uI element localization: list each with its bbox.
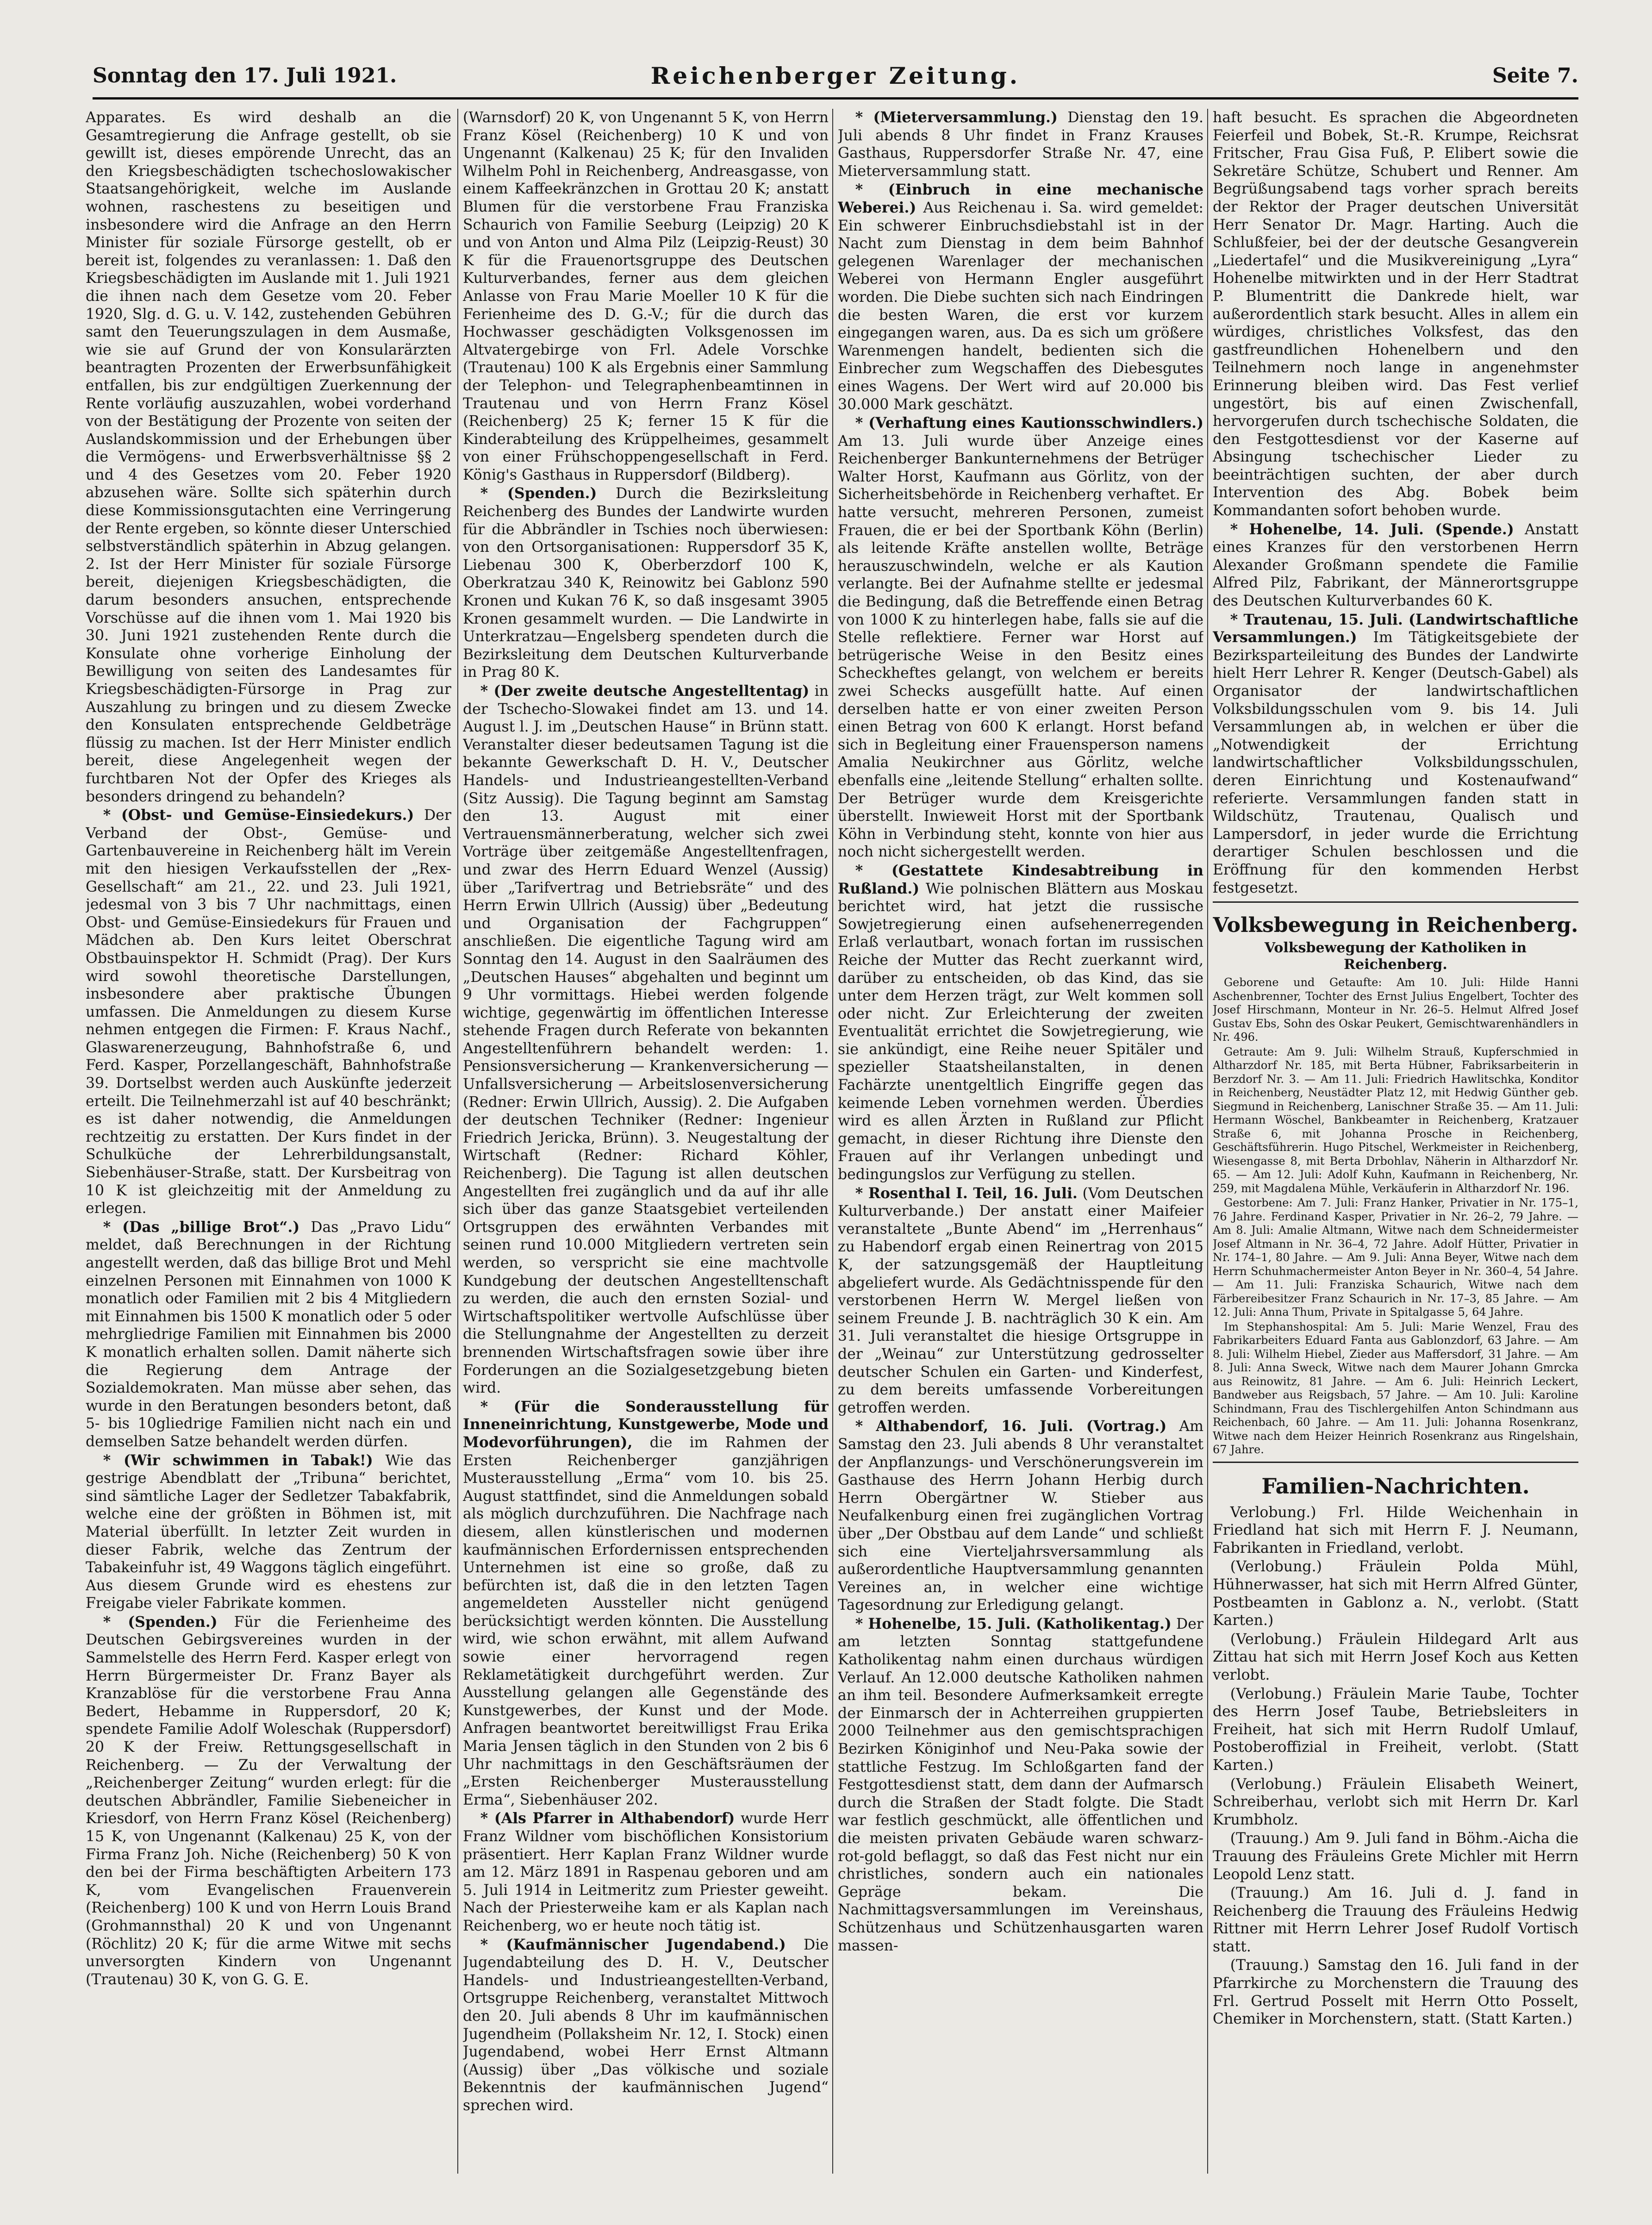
article-heading: * (Kaufmännischer Jugendabend.) <box>480 1936 786 1953</box>
article-heading: * Hohenelbe, 15. Juli. (Katholikentag.) <box>855 1615 1172 1632</box>
family-notice: (Verlobung.) Fräulein Hildegard Arlt aus Zittau hat sich mit Herrn Josef Koch aus Ketten verlobt. <box>1213 1631 1578 1683</box>
section-rule <box>1213 1462 1578 1463</box>
section-title-family: Familien-Nachrichten. <box>1261 1473 1530 1499</box>
article <box>838 109 1203 180</box>
article-text: die im Rahmen der Ersten Reichenberger ganzjährigen Musterausstellung „Erma“ vom 10. bis 25. August stattfindet, sind die Anmeldungen sobald als möglich durchzuführen. Die Nachfrage nach diesem, allen künstlerischen und modernen kaufmännischen Erfordernissen entsprechenden Unternehmen ist eine so große, daß zu befürchten ist, daß die in den letzten Tagen angemeldeten Aussteller nicht genügend berücksichtigt werden könnten. Die Ausstellung wird, wie schon erwähnt, mit allem Aufwand sowie einer hervorragend regen Reklametätigkeit durchgeführt werden. Zur Ausstellung gelangen alle Gegenstände des Kunstgewerbes, der Kunst und der Mode. Anfragen beantwortet bereitwilligst Frau Erika Maria Jensen täglich in den Stunden von 2 bis 6 Uhr nachmittags in den Geschäftsräumen der „Ersten Reichenberger Musterausstellung Erma“, Siebenhäuser 202. <box>463 1434 829 1808</box>
newspaper-title: Reichenberger Zeitung. <box>650 62 1021 89</box>
column-1 <box>86 109 451 2178</box>
article-heading: * (Wir schwimmen in Tabak!) <box>103 1451 373 1469</box>
article-heading: * (Spenden.) <box>480 485 597 502</box>
article-text: wurde Herr Franz Wildner vom bischöflichen Konsistorium präsentiert. Herr Kaplan Franz Wildner wurde am 12. März 1891 in Raspenau geboren und am 5. Juli 1914 in Leitmeritz zum Priester geweiht. Nach der Priesterweihe kam er als Kaplan nach Reichenberg, wo er heute noch tätig ist. <box>463 1810 829 1934</box>
article-heading: * Althabendorf, 16. Juli. (Vortrag.) <box>855 1418 1167 1435</box>
article-heading: * (Der zweite deutsche Angestelltentag) <box>480 682 810 700</box>
family-notice: (Verlobung.) Fräulein Polda Mühl, Hühnerwasser, hat sich mit Herrn Alfred Günter, Postbeamten in Gablonz a. N., verlobt. (Statt Karten.) <box>1213 1558 1578 1629</box>
family-notice: (Trauung.) Am 16. Juli d. J. fand in Reichenberg die Trauung des Fräuleins Hedwig Rittner mit Herrn Lehrer Josef Rudolf Vortisch statt. <box>1213 1885 1578 1955</box>
section-title-volksbewegung: Volksbewegung in Reichenberg. <box>1213 913 1578 938</box>
family-notice: Verlobung.) Frl. Hilde Weichenhain in Friedland hat sich mit Herrn F. J. Neumann, Fabrikanten in Friedland, verlobt. <box>1213 1504 1578 1556</box>
page-header <box>93 60 1578 93</box>
article-text: Apparates. Es wird deshalb an die Gesamtregierung die Anfrage gestellt, ob sie gewillt ist, dieses empörende Unrecht, das an den Kriegsbeschädigten tschechoslowakischer Staatsangehörigkeit, welche im Auslande wohnen, raschestens zu beseitigen und insbesondere wird die Anfrage an den Herrn Minister für soziale Fürsorge gestellt, ob er bereit ist, folgendes zu veranlassen: 1. Daß den Kriegsbeschädigten im Auslande mit 1. Juli 1921 die ihnen nach dem Gesetze vom 20. Feber 1920, Slg. d. G. u. V. 142, zustehenden Gebühren samt den Teuerungszulagen in dem Ausmaße, wie sie auf Grund der von Konsularärzten beantragten Prozenten der Erwerbsunfähigkeit entfallen, bis zur endgültigen Zuerkennung der Rente vorläufig auszuzahlen, wobei vorderhand von der Bestätigung der Prozente von seiten der Auslandskommission und der Erhebungen über die Vermögens- und Erwerbsverhältnisse §§ 2 und 4 des Gesetzes vom 20. Feber 1920 abzusehen wäre. Sollte sich späterhin durch diese Kommissionsgutachten eine Verringerung der Rente ergeben, so könnte dieser Unterschied selbstverständlich späterhin in Abzug gelangen. 2. Ist der Herr Minister für soziale Fürsorge bereit, diejenigen Kriegsbeschädigten, die darum besonders ansuchen, entsprechende Vorschüsse auf die ihnen vom 1. Mai 1920 bis 30. Juni 1921 zustehenden Rente durch die Konsulate ohne vorherige Einholung der Bewilligung von seiten des Landesamtes für Kriegsbeschädigten-Fürsorge in Prag zur Auszahlung zu bringen und zu diesem Zwecke den Konsulaten entsprechende Geldbeträge flüssig zu machen. Ist der Herr Minister endlich bereit, diese Angelegenheit wegen der furchtbaren Not der Opfer des Krieges als besonders dringend zu behandeln? <box>86 109 451 805</box>
article-text: Wie das gestrige Abendblatt der „Tribuna“ berichtet, sind sämtliche Lager der Sedletzer Tabakfabrik, welche eine der größten in Böhmen ist, mit Material überfüllt. In letzter Zeit wurden in dieser Fabrik, welche das Zentrum der Tabakeinfuhr ist, 49 Waggons täglich eingeführt. Aus diesem Grunde wird es ehestens zur Freigabe vieler Fabrikate kommen. <box>86 1452 451 1612</box>
article-text: Der am letzten Sonntag stattgefundene Katholikentag nahm einen durchaus würdigen Verlauf. An 12.000 deutsche Katholiken nahmen an ihm teil. Besondere Aufmerksamkeit erregte der Einmarsch der in Achterreihen gruppierten 2000 Teilnehmer aus den gemischtsprachigen Bezirken Königinhof und Neu-Paka sowie der stattliche Festzug. Im Schloßgarten fand der Festgottesdienst statt, dem dann der Aufmarsch durch die Straßen der Stadt folgte. Die Stadt war festlich geschmückt, alle öffentlichen und die meisten privaten Gebäude waren schwarz-rot-gold beflaggt, so daß das Fest nicht nur ein christliches, sondern auch ein nationales Gepräge bekam. Die Nachmittagsversammlungen im Vereinshaus, Schützenhaus und Schützenhausgarten waren massen- <box>838 1615 1203 1954</box>
article <box>838 1418 1203 1614</box>
column-divider <box>457 109 458 2174</box>
article-heading: * Rosenthal I. Teil, 16. Juli. <box>855 1184 1078 1202</box>
article-text: Am Samstag den 23. Juli abends 8 Uhr veranstaltet der Anpflanzungs- und Verschönerungsverein im Gasthause des Herrn Johann Herbig durch Herrn Obergärtner W. Stieber aus Neufalkenburg einen frei zugänglichen Vortrag über „Der Obstbau auf dem Lande“ und schließt sich eine Vierteljahrsversammlung als außerordentliche Hauptversammlung genannten Vereines an, in welcher eine wichtige Tagesordnung zur Erledigung gelangt. <box>838 1418 1203 1614</box>
article-text: Durch die Bezirksleitung Reichenberg des Bundes der Landwirte wurden für die Abbrändler in Tschies noch überwiesen: von den Ortsorganisationen: Ruppersdorf 35 K, Liebenau 300 K, Oberberzdorf 100 K, Oberkratzau 340 K, Reinowitz bei Gablonz 590 Kronen und Kukan 76 K, so daß insgesamt 3905 Kronen gesammelt wurden. — Die Landwirte in Unterkratzau—Engelsberg spendeten durch die Bezirksleitung dem Deutschen Kulturverbande in Prag 80 K. <box>463 485 829 681</box>
article-heading: * (Verhaftung eines Kautionsschwindlers.) <box>855 414 1203 432</box>
article <box>86 1613 451 1988</box>
article <box>838 414 1203 861</box>
article-text: Am 13. Juli wurde über Anzeige eines Reichenberger Bankunternehmens der Betrüger Walter Horst, Kaufmann aus Görlitz, von der Sicherheitsbehörde in Reichenberg verhaftet. Er hatte versucht, mehreren Personen, zumeist Frauen, die er bei der Sportbank Köhn (Berlin) als leitende Kräfte anstellen wollte, Beträge herauszuschwindeln, welche er als Kaution verlangte. Bei der Aufnahme stellte er jedesmal die Bedingung, daß die Betreffende einen Betrag von 1000 K zu hinterlegen habe, falls sie auf die Stelle reflektiere. Ferner war Horst auf betrügerische Weise in den Besitz eines Scheckheftes gelangt, von welchem er bereits zwei Schecks ausgefüllt hatte. Auf einen derselben hatte er von einer zweiten Person einen Betrag von 600 K erlangt. Horst befand sich in Begleitung einer Frauensperson namens Amalia Neukirchner aus Görlitz, welche ebenfalls eine „leitende Stellung“ erhalten sollte. Der Betrüger wurde dem Kreisgerichte überstellt. Inwieweit Horst mit der Sportbank Köhn in Verbindung steht, konnte von hier aus noch nicht sichergestellt werden. <box>838 432 1203 861</box>
column-divider <box>832 109 833 2174</box>
article <box>838 1615 1203 1955</box>
article <box>86 806 451 1218</box>
article-heading: * (Gestattete Kindesabtreibung in Rußland.) <box>838 862 1203 897</box>
column-divider <box>1207 109 1208 2174</box>
article <box>463 1936 829 2115</box>
header-rule <box>93 97 1578 100</box>
article-heading: * (Obst- und Gemüse-Einsiedekurs.) <box>103 806 414 824</box>
article-text: Das „Pravo Lidu“ meldet, daß Berechnungen in der Richtung angestellt werden, daß das billige Brot und Mehl einzelnen Personen mit Einnahmen von 1000 K monatlich oder Familien mit 2 bis 4 Mitgliedern mit Einnahmen bis 1500 K monatlich oder 5 oder mehrgliedrige Familien mit Einnahmen bis 2000 K monatlich erhalten sollen. Damit näherte sich die Regierung dem Antrage der Sozialdemokraten. Man müsse aber sehen, das wurde in den Beratungen besonders betont, daß 5- bis 10gliedrige Familien nicht nach ein und demselben Satze behandelt werden dürfen. <box>86 1219 451 1450</box>
article <box>1213 521 1578 610</box>
article <box>838 181 1203 413</box>
article-text: (Vom Deutschen Kulturverbande.) Der anstatt einer Maifeier veranstaltete „Bunte Abend“ im „Herrenhaus“ zu Habendorf ergab einen Reinertrag von 2015 K, der satzungsgemäß der Hauptleitung abgeliefert wurde. Als Gedächtnisspende für den verstorbenen Herrn W. Mergel ließen von seinem Freunde J. B. nachträglich 30 K ein. Am 31. Juli veranstaltet die hiesige Ortsgruppe in der „Weinau“ zur Unterstützung gedrosselter deutscher Schulen ein Garten- und Kinderfest, zu dem bereits umfassende Vorbereitungen getroffen werden. <box>838 1185 1203 1416</box>
column-3 <box>838 109 1203 2178</box>
article-text: Die Jugendabteilung des D. H. V., Deutscher Handels- und Industrieangestellten-Verband, Ortsgruppe Reichenberg, veranstaltet Mittwoch den 20. Juli abends 8 Uhr im kaufmännischen Jugendheim (Pollaksheim Nr. 12, I. Stock) einen Jugendabend, wobei Herr Ernst Altmann (Aussig) über „Das völkische und soziale Bekenntnis der kaufmännischen Jugend“ sprechen wird. <box>463 1936 829 2114</box>
section-subtitle: Volksbewegung der Katholiken in Reichenberg. <box>1264 940 1527 973</box>
article <box>838 1185 1203 1417</box>
article-heading: * Trautenau, 15. Juli. (Landwirtschaftliche Versammlungen.) <box>1213 611 1578 646</box>
article <box>1213 611 1578 897</box>
article-text: in der Tschecho-Slowakei findet am 13. und 14. August l. J. im „Deutschen Hause“ in Brünn statt. Veranstalter dieser bedeutsamen Tagung ist die bekannte Gewerkschaft D. H. V., Deutscher Handels- und Industrieangestellten-Verband (Sitz Aussig). Die Tagung beginnt am Samstag den 13. August mit einer Vertrauensmännerberatung, welcher sich zwei Vorträge über zeitgemäße Angestelltenfragen, und zwar des Herrn Eduard Wenzel (Aussig) über „Tarifvertrag und Betriebsräte“ und des Herrn Erwin Ullrich (Aussig) über „Bedeutung und Organisation der Fachgruppen“ anschließen. Die eigentliche Tagung wird am Sonntag den 14. August in den Saalräumen des „Deutschen Hauses“ abgehalten und beginnt um 9 Uhr vormittags. Hiebei werden folgende wichtige, gegenwärtig im öffentlichen Interesse stehende Fragen durch Referate von bekannten Angestelltenführern behandelt werden: 1. Pensionsversicherung — Krankenversicherung — Unfallsversicherung — Arbeitslosenversicherung (Redner: Erwin Ullrich, Aussig). 2. Die Aufgaben der deutschen Techniker (Redner: Ingenieur Friedrich Jericka, Brünn). 3. Neugestaltung der Wirtschaft (Redner: Richard Köhler, Reichenberg). Die Tagung ist allen deutschen Angestellten frei zugänglich und da auf ihr alle sich über das ganze Staatsgebiet verteilenden Ortsgruppen des erwähnten Verbandes mit seinen rund 10.000 Mitgliedern vertreten sein werden, so verspricht sie eine machtvolle Kundgebung der deutschen Angestelltenschaft zu werden, die auch den ernsten Sozial- und Wirtschaftspolitiker wertvolle Aufschlüsse über die Stellungnahme der Angestellten zu derzeit brennenden Wirtschaftsfragen sowie über ihre Forderungen an die Sozialgesetzgebung bieten wird. <box>463 683 829 1397</box>
article-heading: * (Das „billige Brot“.) <box>103 1218 300 1236</box>
article-text: haft besucht. Es sprachen die Abgeordneten Feierfeil und Bobek, St.-R. Krumpe, Reichsrat Fritscher, Frau Gisa Fuß, P. Elibert sowie die Sekretäre Schütze, Schubert und Renner. Am Begrüßungsabend tags vorher sprach bereits der Rektor der Prager deutschen Universität Herr Senator Dr. Magr. Harting. Auch die Schlußfeier, bei der der deutsche Gesangverein „Liedertafel“ und die Musikvereinigung „Lyra“ Hohenelbe mitwirkten und in der Herr Stadtrat P. Blumentritt die Dankrede hielt, war außerordentlich stark besucht. Alles in allem ein würdiges, christliches Volksfest, das den gastfreundlichen Hohenelbern und den Teilnehmern noch lange in angenehmster Erinnerung bleiben wird. Das Fest verlief ungestört, bis auf einen Zwischenfall, hervorgerufen durch tschechische Soldaten, die den Festgottesdienst vor der Kaserne auf Absingung tschechischer Lieder zu beeinträchtigen suchten, der aber durch Intervention des Abg. Bobek beim Kommandanten sofort behoben wurde. <box>1213 109 1578 519</box>
article-heading: * (Als Pfarrer in Althabendorf) <box>480 1810 735 1827</box>
family-notice: (Trauung.) Samstag den 16. Juli fand in der Pfarrkirche zu Morchenstern die Trauung des Frl. Gertrud Posselt mit Herrn Otto Posselt, Chemiker in Morchenstern, statt. (Statt Karten.) <box>1213 1957 1578 2028</box>
article-heading: * Hohenelbe, 14. Juli. (Spende.) <box>1230 520 1514 538</box>
family-notice: (Trauung.) Am 9. Juli fand in Böhm.-Aicha die Trauung des Fräuleins Grete Michler mit Herrn Leopold Lenz statt. <box>1213 1830 1578 1883</box>
article-text: Der Verband der Obst-, Gemüse- und Gartenbauvereine in Reichenberg hält im Verein mit den hiesigen Verkaufsstellen der „Rex-Gesellschaft“ am 21., 22. und 23. Juli 1921, jedesmal von 3 bis 7 Uhr nachmittags, einen Obst- und Gemüse-Einsiedekurs für Frauen und Mädchen ab. Den Kurs leitet Oberschrat Obstbauinspektor H. Schmidt (Prag). Der Kurs wird sowohl theoretische Darstellungen, insbesondere aber praktische Übungen umfassen. Die Anmeldungen zu diesem Kurse nehmen entgegen die Firmen: F. Kraus Nachf., Glaswarenerzeugung, Bahnhofstraße 6, und Ferd. Kasper, Porzellangeschäft, Bahnhofstraße 39. Dortselbst werden auch Auskünfte jederzeit erteilt. Die Teilnehmerzahl ist auf 40 beschränkt; es ist daher notwendig, die Anmeldungen rechtzeitig zu erstatten. Der Kurs findet in der Schulküche der Lehrerbildungsanstalt, Siebenhäuser-Straße, statt. Der Kursbeitrag von 10 K ist gleichzeitig mit der Anmeldung zu erlegen. <box>86 807 451 1217</box>
article-text: Im Tätigkeitsgebiete der Bezirksparteileitung des Bundes der Landwirte hielt Herr Lehrer R. Kenger (Deutsch-Gabel) als Organisator der landwirtschaftlichen Volksbildungsschulen vom 9. bis 14. Juli Versammlungen ab, in welchen er über die „Notwendigkeit der Errichtung landwirtschaftlicher Volksbildungsschulen, deren Einrichtung und Kostenaufwand“ referierte. Versammlungen fanden statt in Wildschütz, Trautenau, Qualisch und Lampersdorf, in jeder wurde die Errichtung derartiger Schulen beschlossen und die Eröffnung für den kommenden Herbst festgesetzt. <box>1213 629 1578 896</box>
article-text: Dienstag den 19. Juli abends 8 Uhr findet in Franz Krauses Gasthaus, Ruppersdorfer Straße Nr. 47, eine Mieterversammlung statt. <box>838 109 1203 180</box>
article <box>86 1219 451 1451</box>
article-text: Aus Reichenau i. Sa. wird gemeldet: Ein schwerer Einbruchsdiebstahl ist in der Nacht zum Dienstag in dem beim Bahnhof gelegenen Warenlager der mechanischen Weberei von Hermann Engler ausgeführt worden. Die Diebe suchten sich nach Eindringen die besten Waren, die erst vor kurzem eingegangen waren, aus. Da es sich um größere Warenmengen handelt, bedienten sich die Einbrecher zum Wegschaffen des Diebesgutes eines Wagens. Der Wert wird auf 20.000 bis 30.000 Mark geschätzt. <box>838 199 1203 413</box>
column-4 <box>1213 109 1578 2178</box>
family-notice: (Verlobung.) Fräulein Marie Taube, Tochter des Herrn Josef Taube, Betriebsleiters in Freiheit, hat sich mit Herrn Rudolf Umlauf, Postoberoffizial in Freiheit, verlobt. (Statt Karten.) <box>1213 1685 1578 1774</box>
register-deaths: Gestorbene: Am 7. Juli: Franz Hanker, Privatier in Nr. 175–1, 76 Jahre. Ferdinand Kasper, Privatier in Nr. 26–2, 79 Jahre. — Am 8. Juli: Amalie Altmann, Witwe nach dem Schneidermeister Josef Altmann in Nr. 36–4, 72 Jahre. Adolf Hütter, Privatier in Nr. 174–1, 80 Jahre. — Am 9. Juli: Anna Beyer, Witwe nach dem Herrn Schuhmachermeister Anton Beyer in Nr. 360–4, 54 Jahre. — Am 11. Juli: Franziska Schaurich, Witwe nach dem Färbereibesitzer Franz Schaurich in Nr. 17–3, 85 Jahre. — Am 12. Juli: Anna Thum, Private in Spitalgasse 5, 64 Jahre. <box>1213 1196 1578 1319</box>
register-hospital: Im Stephanshospital: Am 5. Juli: Marie Wenzel, Frau des Fabrikarbeiters Eduard Fanta aus Gablonzdorf, 63 Jahre. — Am 8. Juli: Wilhelm Hiebel, Zieder aus Maffersdorf, 31 Jahre. — Am 8. Juli: Anna Sweck, Witwe nach dem Maurer Johann Gmrcka aus Reinowitz, 81 Jahre. — Am 6. Juli: Heinrich Leckert, Bandweber aus Reigsbach, 57 Jahre. — Am 10. Juli: Karoline Schindmann, Frau des Tischlergehilfen Anton Schindmann aus Reichenbach, 60 Jahre. — Am 11. Juli: Johanna Rosenkranz, Witwe nach dem Heizer Heinrich Rosenkranz aus Ringelshain, 67 Jahre. <box>1213 1320 1578 1456</box>
section-rule <box>1213 901 1578 903</box>
article-text: Für die Ferienheime des Deutschen Gebirgsvereines wurden in der Sammelstelle des Herrn Ferd. Kasper erlegt von Herrn Bürgermeister Dr. Franz Bayer als Kranzablöse für die verstorbene Frau Anna Bedert, Hebamme in Ruppersdorf, 20 K; spendete Familie Adolf Woleschak (Ruppersdorf) 20 K der Freiw. Rettungsgesellschaft in Reichenberg. — Zu der Verwaltung der „Reichenberger Zeitung“ wurden erlegt: für die deutschen Abbrändler, Familie Siebeneicher in Kriesdorf, von Herrn Franz Kösel (Reichenberg) 15 K, von Ungenannt (Kalkenau) 25 K, von der Firma Franz Joh. Niche (Reichenberg) 50 K von den bei der Firma beschäftigten Arbeitern 173 K, vom Evangelischen Frauenverein (Reichenberg) 100 K und von Herrn Louis Brand (Grohmannsthal) 20 K und von Ungenannt (Röchlitz) 20 K; für die arme Witwe mit sechs unversorgten Kindern von Ungenannt (Trautenau) 30 K, von G. G. E. <box>86 1613 451 1988</box>
article-text: Wie polnischen Blättern aus Moskau berichtet wird, hat jetzt die russische Sowjetregierung einen aufsehenerregenden Erlaß verlautbart, wonach fortan im russischen Reiche der Mutter das Recht zuerkannt wird, darüber zu entscheiden, ob das Kind, das sie unter dem Herzen trägt, zur Welt kommen soll oder nicht. Zur Erleichterung der zweiten Eventualität errichtet die Sowjetregierung, wie sie ankündigt, eine Reihe neuer Spitäler und spezieller Staatsheilanstalten, in denen Fachärzte unentgeltlich Eingriffe gegen das keimende Leben vornehmen werden. Überdies wird es allen Ärzten in Rußland zur Pflicht gemacht, in dieser Richtung ihre Dienste den Frauen auf ihr Verlangen unbedingt und bedingungslos zur Verfügung zu stellen. <box>838 880 1203 1183</box>
article-text: Anstatt eines Kranzes für den verstorbenen Herrn Alexander Großmann spendete die Familie Alfred Pilz, Fabrikant, der Männerortsgruppe des Deutschen Kulturverbandes 60 K. <box>1213 521 1578 610</box>
article-heading: * (Mieterversammlung.) <box>855 109 1058 126</box>
article-heading: * (Für die Sonderausstellung für Inneneinrichtung, Kunstgewerbe, Mode und Modevorführungen), <box>463 1398 829 1451</box>
register-marriages: Getraute: Am 9. Juli: Wilhelm Strauß, Kupferschmied in Altharzdorf Nr. 185, mit Berta Hübner, Fabriksarbeiterin in Berzdorf Nr. 3. — Am 11. Juli: Friedrich Hawlitschka, Konditor in Reichenberg, Neustädter Platz 12, mit Hedwig Günther geb. Siegmund in Reichenberg, Lanischner Straße 35. — Am 11. Juli: Hermann Wöschel, Bankbeamter in Reichenberg, Kratzauer Straße 6, mit Johanna Prosche in Reichenberg, Geschäftsführerin. Hugo Pitschel, Werkmeister in Reichenberg, Wiesengasse 8, mit Berta Drbohlav, Näherin in Altharzdorf Nr. 65. — Am 12. Juli: Adolf Kuhn, Kaufmann in Reichenberg, Nr. 259, mit Magdalena Mühle, Verkäuferin in Altharzdorf Nr. 196. <box>1213 1045 1578 1195</box>
article <box>86 1452 451 1612</box>
article <box>463 1810 829 1935</box>
article-text: (Warnsdorf) 20 K, von Ungenannt 5 K, von Herrn Franz Kösel (Reichenberg) 10 K und von Ungenannt (Kalkenau) 25 K; für den Invaliden Wilhelm Pohl in Reichenberg, Andreasgasse, von einem Kaffeekränzchen in Grottau 20 K; anstatt Blumen für die verstorbene Frau Franziska Schaurich von Familie Seeburg (Leipzig) 20 K und von Anton und Alma Pilz (Leipzig-Reust) 30 K für die Frauenortsgruppe des Deutschen Kulturverbandes, ferner aus dem gleichen Anlasse von Frau Marie Moeller 10 K für die Ferienheime des D. G.-V.; für die durch das Hochwasser geschädigten Volksgenossen im Altvatergebirge von Frl. Adele Vorschke (Trautenau) 100 K als Ergebnis einer Sammlung der Telephon- und Telegraphenbeamtinnen in Trautenau und von Herrn Franz Kösel (Reichenberg) 25 K; ferner 15 K für die Kinderabteilung des Krüppelheimes, gesammelt von einer Frühschoppengesellschaft in Ferd. König's Gasthaus in Ruppersdorf (Bildberg). <box>463 109 829 483</box>
issue-date: Sonntag den 17. Juli 1921. <box>93 64 397 88</box>
article <box>463 485 829 681</box>
family-notice: (Verlobung.) Fräulein Elisabeth Weinert, Schreiberhau, verlobt sich mit Herrn Dr. Karl Krumbholz. <box>1213 1775 1578 1828</box>
article-heading: * (Einbruch in eine mechanische Weberei.) <box>838 181 1203 216</box>
article-heading: * (Spenden.) <box>103 1613 218 1631</box>
register-births: Geborene und Getaufte: Am 10. Juli: Hilde Hanni Aschenbrenner, Tochter des Ernst Julius Engelbert, Tochter des Josef Hirschmann, Monteur in Nr. 26–5. Helmut Alfred Josef Gustav Ebs, Sohn des Oskar Peukert, Gemischtwarenhändlers in Nr. 496. <box>1213 976 1578 1044</box>
article <box>463 682 829 1397</box>
page-number: Seite 7. <box>1492 64 1578 88</box>
civil-register <box>1213 976 1578 1457</box>
article <box>838 862 1203 1184</box>
column-2 <box>463 109 829 2178</box>
article <box>463 1398 829 1809</box>
